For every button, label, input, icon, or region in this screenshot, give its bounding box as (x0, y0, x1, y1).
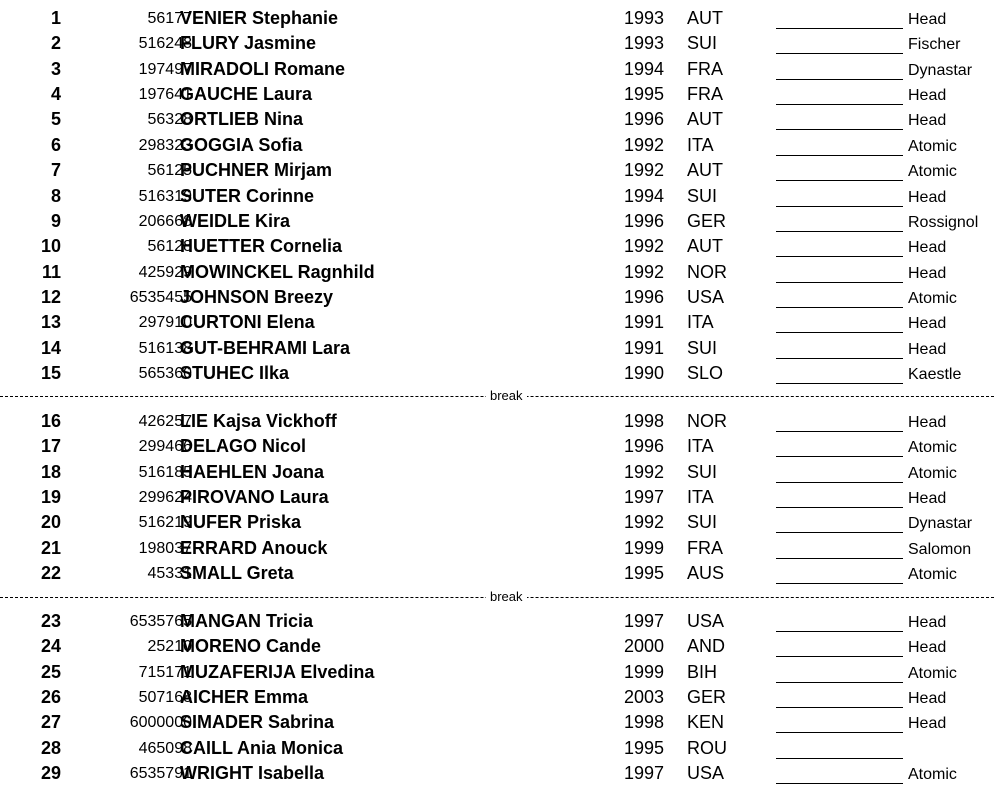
nation-code: NOR (687, 261, 727, 282)
athlete-name: GOGGIA Sofia (180, 134, 303, 155)
bib-number: 3 (50, 58, 61, 79)
athlete-name: WEIDLE Kira (180, 210, 291, 231)
ski-brand: Head (908, 490, 947, 508)
time-line (776, 631, 903, 632)
bib-number: 12 (40, 286, 61, 307)
time-line (776, 682, 903, 683)
table-row (0, 336, 994, 361)
fis-code: 425929 (138, 263, 192, 281)
fis-code: 465098 (138, 739, 192, 757)
bib-number: 21 (40, 537, 61, 558)
table-row (0, 409, 994, 434)
athlete-name: AICHER Emma (180, 687, 309, 707)
time-line (776, 28, 903, 29)
nation-code: SUI (687, 512, 718, 533)
bib-number: 20 (40, 512, 61, 533)
table-row (0, 685, 994, 710)
ski-brand: Dynastar (908, 61, 973, 79)
birth-year: 1999 (624, 537, 665, 558)
nation-code: ITA (687, 487, 714, 508)
birth-year: 1997 (624, 487, 665, 508)
table-row (0, 133, 994, 158)
bib-number: 19 (40, 487, 61, 508)
birth-year: 1993 (624, 8, 665, 28)
birth-year: 1995 (624, 563, 665, 584)
break-label: break (486, 589, 527, 605)
ski-brand: Head (908, 239, 947, 257)
birth-year: 1992 (624, 160, 665, 181)
fis-code: 6535765 (129, 613, 192, 630)
table-row (0, 285, 994, 310)
bib-number: 29 (40, 763, 61, 784)
ski-brand: Salomon (908, 540, 972, 558)
athlete-name: DELAGO Nicol (180, 436, 307, 457)
nation-code: ITA (687, 312, 714, 333)
table-row (0, 6, 994, 31)
table-row (0, 536, 994, 561)
bib-number: 10 (40, 236, 61, 257)
table-row (0, 234, 994, 259)
nation-code: AUT (687, 8, 723, 28)
birth-year: 2003 (624, 687, 665, 707)
athlete-name: CURTONI Elena (180, 312, 315, 333)
fis-code: 198037 (138, 539, 192, 557)
birth-year: 2000 (624, 636, 665, 657)
nation-code: FRA (687, 84, 723, 105)
time-line (776, 558, 903, 559)
time-line (776, 532, 903, 533)
birth-year: 1995 (624, 737, 665, 758)
ski-brand: Atomic (908, 464, 957, 482)
ski-brand: Head (908, 614, 947, 631)
fis-code: 715171 (138, 663, 192, 681)
fis-code: 206668 (138, 212, 192, 230)
nation-code: GER (687, 687, 727, 707)
ski-brand: Head (908, 639, 947, 657)
time-line (776, 307, 903, 308)
athlete-name: WRIGHT Isabella (180, 763, 325, 784)
birth-year: 1997 (624, 611, 665, 631)
time-line (776, 583, 903, 584)
time-line (776, 206, 903, 207)
table-row (0, 609, 994, 634)
nation-code: SUI (687, 337, 718, 358)
ski-brand: Atomic (908, 766, 957, 784)
bib-number: 6 (50, 134, 61, 155)
time-line (776, 358, 903, 359)
ski-brand: Atomic (908, 289, 957, 307)
ski-brand: Atomic (908, 664, 957, 682)
time-line (776, 507, 903, 508)
ski-brand: Atomic (908, 566, 957, 584)
athlete-name: FLURY Jasmine (180, 33, 317, 54)
fis-code: 197497 (138, 60, 192, 78)
time-line (776, 53, 903, 54)
nation-code: FRA (687, 537, 723, 558)
bib-number: 11 (41, 261, 61, 282)
fis-code: 516138 (138, 339, 192, 357)
nation-code: USA (687, 763, 725, 784)
nation-code: SLO (687, 362, 724, 383)
ski-brand: Atomic (908, 163, 957, 181)
fis-code: 516248 (138, 35, 192, 53)
nation-code: SUI (687, 461, 718, 482)
athlete-name: HAEHLEN Joana (180, 461, 325, 482)
fis-code: 56125 (147, 162, 192, 180)
bib-number: 4 (50, 84, 61, 105)
fis-code: 299624 (138, 489, 192, 507)
break-divider (0, 388, 994, 403)
birth-year: 1991 (624, 337, 665, 358)
athlete-name: JOHNSON Breezy (180, 286, 334, 307)
fis-code: 299466 (138, 438, 192, 456)
fis-code: 426257 (138, 413, 192, 430)
bib-number: 17 (40, 436, 61, 457)
time-line (776, 79, 903, 80)
time-line (776, 707, 903, 708)
birth-year: 1996 (624, 109, 665, 130)
fis-code: 45331 (147, 565, 192, 583)
bib-number: 14 (40, 337, 61, 358)
ski-brand: Head (908, 112, 947, 130)
bib-number: 18 (40, 461, 61, 482)
table-row (0, 460, 994, 485)
fis-code: 56328 (147, 111, 192, 129)
nation-code: AUT (687, 109, 723, 130)
birth-year: 1990 (624, 362, 665, 383)
athlete-name: VENIER Stephanie (180, 8, 339, 28)
time-line (776, 282, 903, 283)
fis-code: 56177 (147, 10, 192, 27)
bib-number: 1 (50, 8, 61, 28)
birth-year: 1992 (624, 461, 665, 482)
nation-code: GER (687, 210, 727, 231)
nation-code: SUI (687, 185, 718, 206)
bib-number: 23 (40, 611, 61, 631)
athlete-name: MORENO Cande (180, 636, 322, 657)
bib-number: 8 (50, 185, 61, 206)
nation-code: AUT (687, 160, 723, 181)
ski-brand: Head (908, 11, 947, 28)
nation-code: NOR (687, 411, 727, 431)
athlete-name: STUHEC Ilka (180, 362, 290, 383)
ski-brand: Head (908, 715, 947, 733)
bib-number: 7 (50, 160, 61, 181)
athlete-name: PUCHNER Mirjam (180, 160, 333, 181)
time-line (776, 783, 903, 784)
bib-number: 24 (40, 636, 61, 657)
bib-number: 22 (40, 563, 61, 584)
bib-number: 16 (40, 411, 61, 431)
nation-code: ITA (687, 134, 714, 155)
athlete-name: CAILL Ania Monica (180, 737, 344, 758)
time-line (776, 256, 903, 257)
fis-code: 197641 (138, 86, 192, 104)
athlete-name: HUETTER Cornelia (180, 236, 343, 257)
table-row (0, 310, 994, 335)
bib-number: 25 (40, 661, 61, 682)
bib-number: 15 (40, 362, 61, 383)
ski-brand: Head (908, 87, 947, 105)
fis-code: 516185 (138, 463, 192, 481)
birth-year: 1994 (624, 185, 665, 206)
time-line (776, 332, 903, 333)
table-row (0, 57, 994, 82)
birth-year: 1991 (624, 312, 665, 333)
time-line (776, 129, 903, 130)
bib-number: 2 (50, 33, 61, 54)
table-row (0, 561, 994, 586)
nation-code: FRA (687, 58, 723, 79)
birth-year: 1992 (624, 236, 665, 257)
table-row (0, 361, 994, 386)
ski-brand: Head (908, 188, 947, 206)
time-line (776, 383, 903, 384)
table-row (0, 434, 994, 459)
fis-code: 565360 (138, 364, 192, 382)
ski-brand: Head (908, 340, 947, 358)
birth-year: 1992 (624, 512, 665, 533)
bib-number: 9 (50, 210, 61, 231)
ski-brand: Atomic (908, 137, 957, 155)
ski-brand: Kaestle (908, 365, 962, 383)
bib-number: 5 (50, 109, 61, 130)
fis-code: 56128 (147, 238, 192, 256)
athlete-name: SUTER Corinne (180, 185, 315, 206)
time-line (776, 758, 903, 759)
table-row (0, 31, 994, 56)
table-row (0, 710, 994, 735)
bib-number: 13 (40, 312, 61, 333)
nation-code: ROU (687, 737, 727, 758)
nation-code: SUI (687, 33, 718, 54)
fis-code: 6535455 (129, 288, 192, 306)
athlete-name: ORTLIEB Nina (180, 109, 304, 130)
fis-code: 25210 (147, 638, 192, 656)
athlete-name: SIMADER Sabrina (180, 712, 335, 733)
birth-year: 1996 (624, 436, 665, 457)
table-row (0, 209, 994, 234)
birth-year: 1998 (624, 411, 665, 431)
athlete-name: NUFER Priska (180, 512, 302, 533)
nation-code: AUT (687, 236, 723, 257)
birth-year: 1994 (624, 58, 665, 79)
break-label: break (486, 388, 527, 404)
nation-code: BIH (687, 661, 718, 682)
table-row (0, 660, 994, 685)
athlete-name: ERRARD Anouck (180, 537, 328, 558)
fis-code: 6000000 (129, 714, 192, 732)
table-row (0, 260, 994, 285)
time-line (776, 482, 903, 483)
athlete-name: MUZAFERIJA Elvedina (180, 661, 375, 682)
nation-code: USA (687, 286, 725, 307)
birth-year: 1992 (624, 134, 665, 155)
birth-year: 1997 (624, 763, 665, 784)
fis-code: 298323 (138, 136, 192, 154)
birth-year: 1993 (624, 33, 665, 54)
birth-year: 1996 (624, 286, 665, 307)
fis-code: 516319 (138, 187, 192, 205)
athlete-name: MOWINCKEL Ragnhild (180, 261, 375, 282)
time-line (776, 231, 903, 232)
athlete-name: SMALL Greta (180, 563, 294, 584)
ski-brand: Head (908, 690, 947, 707)
ski-brand: Atomic (908, 439, 957, 457)
fis-code: 507168 (138, 689, 192, 706)
time-line (776, 155, 903, 156)
ski-brand: Rossignol (908, 213, 979, 231)
nation-code: KEN (687, 712, 725, 733)
time-line (776, 431, 903, 432)
athlete-name: MIRADOLI Romane (180, 58, 346, 79)
time-line (776, 456, 903, 457)
table-row (0, 761, 994, 786)
birth-year: 1996 (624, 210, 665, 231)
table-row (0, 158, 994, 183)
nation-code: AND (687, 636, 726, 657)
birth-year: 1999 (624, 661, 665, 682)
bib-number: 26 (40, 687, 61, 707)
table-row (0, 82, 994, 107)
ski-brand: Fischer (908, 36, 961, 54)
time-line (776, 656, 903, 657)
athlete-name: GAUCHE Laura (180, 84, 313, 105)
time-line (776, 180, 903, 181)
time-line (776, 732, 903, 733)
bib-number: 28 (40, 737, 61, 758)
birth-year: 1995 (624, 84, 665, 105)
nation-code: ITA (687, 436, 714, 457)
table-row (0, 485, 994, 510)
ski-brand: Head (908, 264, 947, 282)
birth-year: 1992 (624, 261, 665, 282)
table-row (0, 736, 994, 761)
table-row (0, 510, 994, 535)
fis-code: 297910 (138, 314, 192, 332)
nation-code: USA (687, 611, 725, 631)
table-row (0, 184, 994, 209)
fis-code: 516219 (138, 514, 192, 532)
athlete-name: GUT-BEHRAMI Lara (180, 337, 351, 358)
nation-code: AUS (687, 563, 725, 584)
athlete-name: MANGAN Tricia (180, 611, 314, 631)
table-row (0, 634, 994, 659)
bib-number: 27 (40, 712, 61, 733)
time-line (776, 104, 903, 105)
ski-brand: Head (908, 414, 947, 431)
ski-brand: Dynastar (908, 515, 973, 533)
athlete-name: PIROVANO Laura (180, 487, 329, 508)
birth-year: 1998 (624, 712, 665, 733)
fis-code: 6535791 (129, 765, 192, 783)
table-row (0, 107, 994, 132)
break-divider (0, 589, 994, 604)
ski-brand: Head (908, 315, 947, 333)
athlete-name: LIE Kajsa Vickhoff (180, 411, 337, 431)
